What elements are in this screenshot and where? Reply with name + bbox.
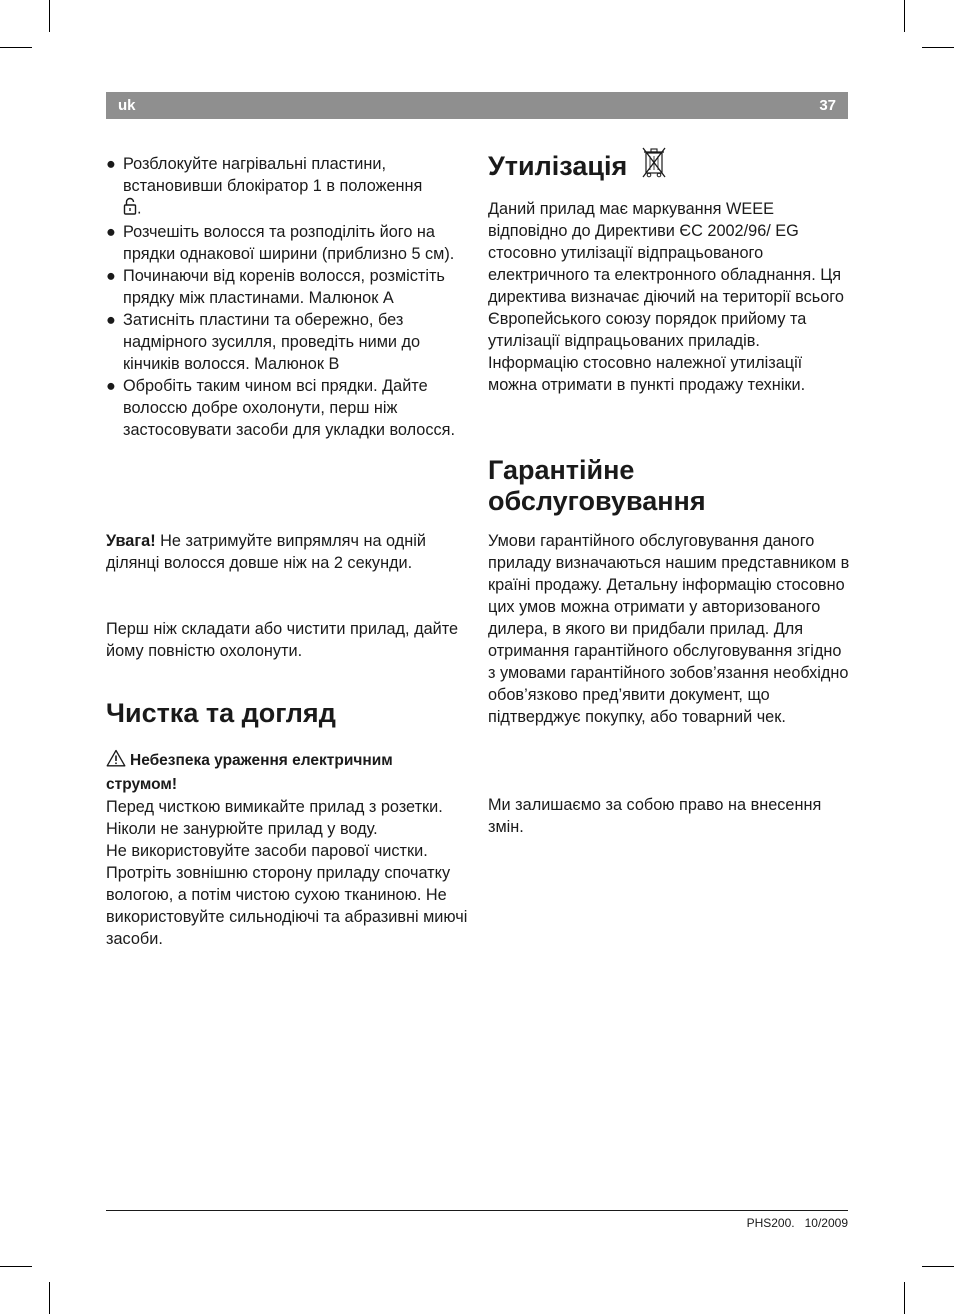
- cool-down-note: Перш ніж складати або чистити прилад, дайте йому повністю охолонути.: [106, 620, 459, 660]
- list-item: [106, 221, 468, 265]
- disposal-title: Утилізація: [488, 151, 628, 181]
- language-code: uk: [118, 97, 136, 114]
- cleaning-line: Перед чисткою вимикайте прилад з розетки.: [106, 798, 443, 816]
- weee-bin-icon: [641, 145, 667, 186]
- danger-heading: [106, 749, 468, 796]
- bullet: ●: [106, 311, 116, 329]
- warranty-title-line-2: обслуговування: [488, 486, 706, 516]
- crop-mark: [922, 1266, 954, 1267]
- list-item: [106, 153, 468, 221]
- step-suffix: .: [137, 199, 142, 218]
- step-text: Розблокуйте нагрівальні пластини, встановивши блокіратор 1 в положення: [123, 155, 423, 195]
- cleaning-line: Протріть зовнішню сторону приладу спочатку вологою, а потім чистою сухою тканиною. Не використовуйте сильнодіючі та абразивні миючі засоби.: [106, 864, 468, 948]
- crop-mark: [0, 1266, 32, 1267]
- bullet: ●: [106, 223, 116, 241]
- cleaning-line: Не використовуйте засоби парової чистки.: [106, 842, 428, 860]
- warning-paragraph: [106, 530, 468, 574]
- step-text: Затисніть пластини та обережно, без надмірного зусилля, проведіть ними до кінчиків волосся. Малюнок B: [123, 311, 421, 373]
- crop-mark: [0, 47, 32, 48]
- section-title-cleaning: Чистка та догляд: [106, 698, 336, 728]
- step-text: Розчешіть волосся та розподіліть його на прядки однакової ширини (приблизно 5 см).: [123, 223, 455, 263]
- crop-mark: [922, 47, 954, 48]
- section-title-warranty: [488, 455, 852, 517]
- danger-notice: [106, 749, 468, 950]
- warranty-text: Умови гарантійного обслуговування даного приладу визначаються нашим представником в країні продажу. Детальну інформацію стосовно цих умов можна отримати у авторизованого дилера, в якого ви придбали прилад. Для отримання гарантійного обслуговування згідно з умовами гарантійного зобов’язання необхідно обов’язково пред’явити документ, що підтверджує покупку, або товарний чек.: [488, 532, 850, 726]
- bullet: ●: [106, 267, 116, 285]
- changes-note: Ми залишаємо за собою право на внесення змін.: [488, 796, 822, 836]
- warning-triangle-icon: [106, 749, 126, 774]
- section-title-disposal: [488, 145, 852, 186]
- disposal-text: Даний прилад має маркування WEEE відповідно до Директиви ЄС 2002/96/ EG стосовно утилізації відпрацьованого електричного та електронного обладнання. Ця директива визначає діючий на території всього Європейського союзу порядок прийому та утилізації відпрацьованих приладів.: [488, 200, 844, 350]
- instruction-list: [106, 153, 468, 441]
- bullet: ●: [106, 377, 116, 395]
- crop-mark: [904, 0, 905, 32]
- crop-mark: [49, 0, 50, 32]
- list-item: [106, 375, 468, 441]
- page-header-bar: [106, 92, 848, 119]
- model-code: PHS200.: [746, 1216, 795, 1230]
- disposal-body: [488, 198, 852, 396]
- warning-label: Увага!: [106, 532, 156, 550]
- page-number: 37: [819, 97, 836, 114]
- cleaning-line: Ніколи не занурюйте прилад у воду.: [106, 820, 378, 838]
- footer-divider: [106, 1210, 848, 1211]
- disposal-text-2: Інформацію стосовно належної утилізації можна отримати в пункті продажу техніки.: [488, 354, 806, 394]
- step-text: Починаючи від коренів волосся, розмістіть прядку між пластинами. Малюнок A: [123, 267, 445, 307]
- list-item: [106, 265, 468, 309]
- bullet: ●: [106, 155, 116, 173]
- unlock-icon: [123, 197, 137, 221]
- step-text: Обробіть таким чином всі прядки. Дайте волоссю добре охолонути, перш ніж застосовувати засоби для укладки волосся.: [123, 377, 455, 439]
- list-item: [106, 309, 468, 375]
- edition-date: 10/2009: [804, 1216, 848, 1230]
- crop-mark: [49, 1282, 50, 1314]
- danger-title: Небезпека ураження електричним струмом!: [106, 752, 393, 793]
- crop-mark: [904, 1282, 905, 1314]
- warranty-title-line-1: Гарантійне: [488, 455, 635, 485]
- warning-text: Не затримуйте випрямляч на одній ділянці волосся довше ніж на 2 секунди.: [106, 532, 426, 572]
- footer: [747, 1216, 848, 1230]
